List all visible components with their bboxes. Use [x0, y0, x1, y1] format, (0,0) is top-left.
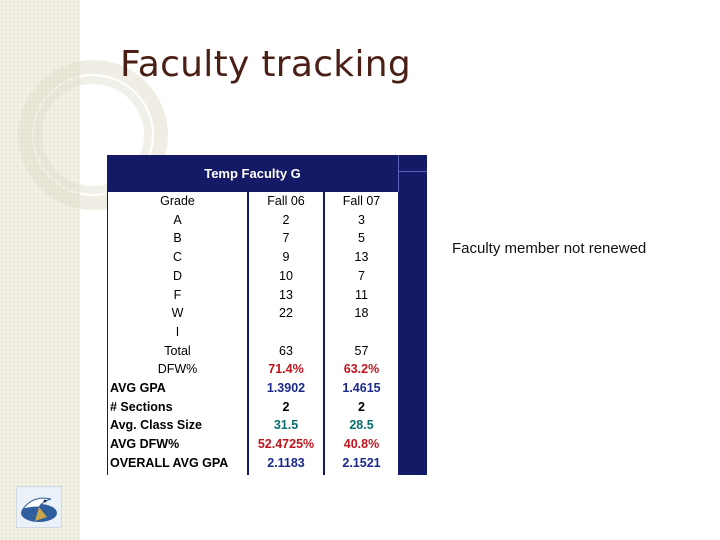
- column-header-fall-06: Fall 06: [267, 194, 305, 208]
- row-label: B: [173, 231, 182, 246]
- faculty-table: [107, 155, 427, 475]
- row-label: AVG GPA: [110, 381, 166, 395]
- eagle-logo: [16, 486, 62, 528]
- grade-column: [108, 192, 247, 475]
- table-cell: 2: [282, 212, 290, 227]
- table-cell: 2.1521: [342, 455, 381, 470]
- table-cell: 28.5: [349, 418, 374, 433]
- table-header-spacer: [398, 155, 427, 192]
- row-label: # Sections: [110, 399, 173, 414]
- table-cell: 63: [279, 343, 293, 358]
- table-cell: 11: [355, 287, 368, 302]
- table-cell: 1.4615: [342, 381, 381, 395]
- table-cell: 7: [282, 231, 290, 246]
- table-cell: 10: [279, 268, 293, 283]
- row-label: I: [175, 324, 180, 339]
- row-label: DFW%: [157, 362, 198, 377]
- table-cell: 9: [282, 250, 290, 265]
- column-header-grade: Grade: [160, 194, 195, 208]
- column-header-fall-07: Fall 07: [342, 194, 381, 208]
- table-cell: 22: [279, 306, 293, 321]
- fall-07-column: [325, 192, 398, 475]
- row-label: D: [172, 268, 183, 283]
- table-cell: [325, 323, 398, 342]
- table-cell: 57: [354, 343, 369, 358]
- row-label: AVG DFW%: [110, 437, 180, 452]
- fall-06-column: [249, 192, 323, 475]
- table-header: Temp Faculty G: [204, 166, 301, 181]
- eagle-logo-icon: [17, 487, 61, 527]
- table-cell: 13: [354, 250, 369, 265]
- row-label: A: [173, 212, 182, 227]
- row-label: Total: [164, 343, 191, 358]
- slide-title: Faculty tracking: [120, 44, 412, 85]
- table-cell: 18: [354, 306, 369, 321]
- table-cell: 5: [358, 231, 365, 246]
- row-label: F: [173, 287, 182, 302]
- row-label: OVERALL AVG GPA: [110, 455, 229, 470]
- table-cell: 7: [358, 268, 365, 283]
- annotation-note: Faculty member not renewed: [452, 240, 647, 257]
- table-cell: 40.8%: [343, 437, 380, 452]
- table-cell: 2: [358, 399, 365, 414]
- row-label: W: [171, 306, 184, 321]
- table-cell: 63.2%: [343, 362, 380, 377]
- table-cell: 31.5: [273, 418, 299, 433]
- table-header-rule: [398, 171, 427, 172]
- table-cell: [249, 323, 323, 342]
- table-cell: 2: [282, 399, 290, 414]
- row-label: C: [172, 250, 183, 265]
- table-cell: 2.1183: [267, 455, 305, 470]
- table-cell: 3: [358, 212, 365, 227]
- table-cell: 52.4725%: [257, 437, 315, 452]
- table-cell: 71.4%: [268, 362, 304, 377]
- table-cell: 13: [279, 287, 293, 302]
- table-cell: 1.3902: [266, 381, 306, 395]
- row-label: Avg. Class Size: [110, 418, 202, 433]
